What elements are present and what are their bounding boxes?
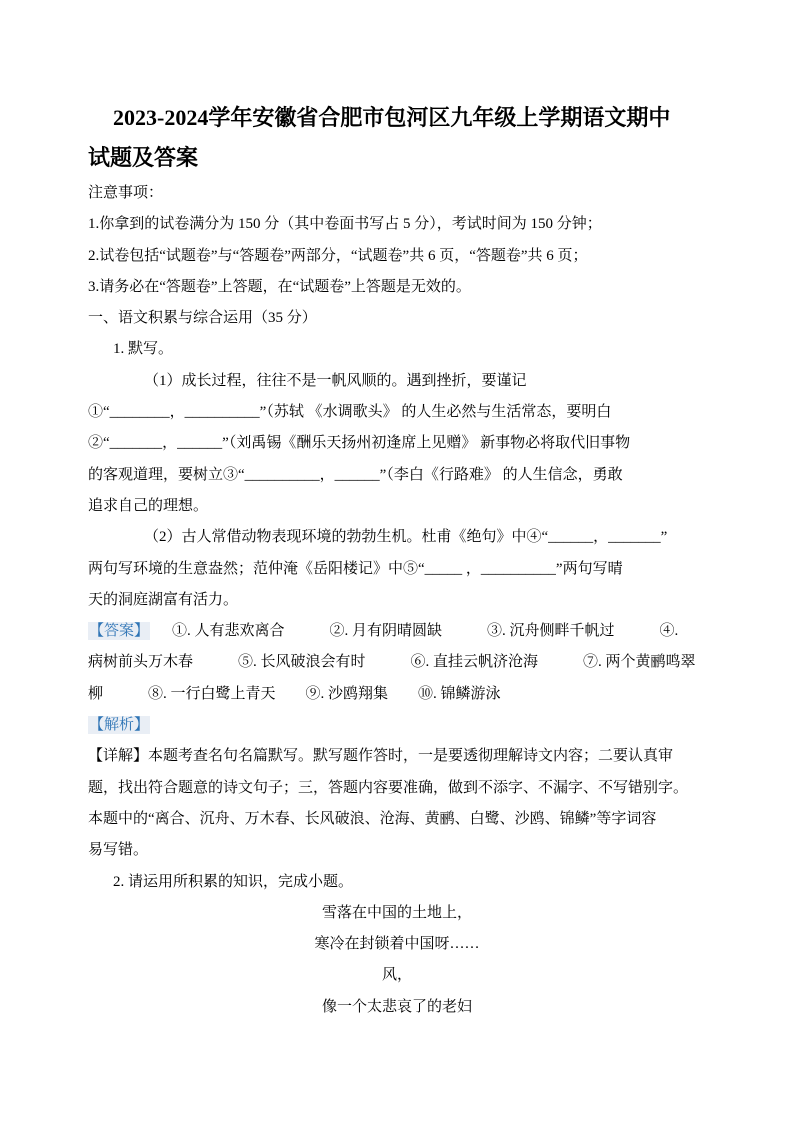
notice-item-3: 3.请务必在“答题卷”上答题，在“试题卷”上答题是无效的。 [88, 278, 471, 295]
answer-block-line2: 病树前头万木春 ⑤. 长风破浪会有时 ⑥. 直挂云帆济沧海 ⑦. 两个黄鹂鸣翠 [88, 654, 696, 671]
document-body [88, 178, 706, 1023]
analysis-detail-line1: 【详解】本题考查名句名篇默写。默写题作答时，一是要透彻理解诗文内容；二要认真审 [88, 748, 674, 765]
notice-item-2: 2.试卷包括“试题卷”与“答题卷”两部分，“试题卷”共 6 页，“答题卷”共 6 页； [88, 247, 588, 264]
question1-part2-line3: 天的洞庭湖富有活力。 [88, 591, 239, 608]
answer-block-line1 [88, 616, 706, 647]
question1-part1-line2: ①“________，__________”（苏轼 《水调歌头》 的人生必然与生活常态，要明白 [88, 404, 612, 421]
question1-part1-line5: 追求自己的理想。 [88, 497, 209, 514]
poem-line4: 像一个太悲哀了的老妇 [321, 998, 472, 1015]
question1-part2-line1: （2）古人常借动物表现环境的勃勃生机。杜甫《绝句》中④“______，_______” [144, 529, 668, 546]
answer-label: 【答案】 [89, 623, 150, 640]
poem-line1: 雪落在中国的土地上， [321, 904, 472, 921]
notice-heading: 注意事项： [88, 185, 164, 201]
question1-stem: 1. 默写。 [113, 341, 174, 358]
question1-part1-line4: 的客观道理，要树立③“__________，______”（李白《行路难》 的人生信念，勇敢 [88, 466, 623, 483]
notice-item-1: 1.你拿到的试卷满分为 150 分（其中卷面书写占 5 分），考试时间为 150 分钟； [88, 216, 602, 233]
document-title-line1: 2023-2024学年安徽省合肥市包河区九年级上学期语文期中 [113, 105, 671, 130]
analysis-label: 【解析】 [89, 717, 150, 734]
analysis-detail-line3: 本题中的“离合、沉舟、万木春、长风破浪、沧海、黄鹂、白鹭、沙鸥、锦鳞”等字词容 [88, 810, 657, 827]
question1-part2-line2: 两句写环境的生意盎然；范仲淹《岳阳楼记》中⑤“_____ ，__________”两句写晴 [88, 560, 623, 577]
poem-line3: 风， [381, 967, 412, 984]
question1-part1-line3: ②“_______，______”（刘禹锡《酬乐天扬州初逢席上见赠》 新事物必将取代旧事物 [88, 435, 631, 452]
question1-part1-line1: （1）成长过程，往往不是一帆风顺的。遇到挫折，要谨记 [144, 372, 527, 389]
document-title-line2: 试题及答案 [88, 145, 199, 170]
answer-block-line3: 柳 ⑧. 一行白鹭上青天 ⑨. 沙鸥翔集 ⑩. 锦鳞游泳 [88, 685, 501, 702]
analysis-detail-line2: 题，找出符合题意的诗文句子；三，答题内容要准确，做到不添字、不漏字、不写错别字。 [88, 779, 689, 796]
analysis-detail-line4: 易写错。 [88, 842, 149, 859]
analysis-label-line [88, 710, 706, 741]
section1-heading: 一、语文积累与综合运用（35 分） [88, 310, 317, 327]
document-title [88, 98, 706, 178]
question2-stem: 2. 请运用所积累的知识，完成小题。 [113, 873, 354, 890]
answer-line1-text: ①. 人有悲欢离合 ②. 月有阴晴圆缺 ③. 沉舟侧畔千帆过 ④. [172, 623, 679, 640]
poem-line2: 寒冷在封锁着中国呀…… [314, 936, 480, 953]
